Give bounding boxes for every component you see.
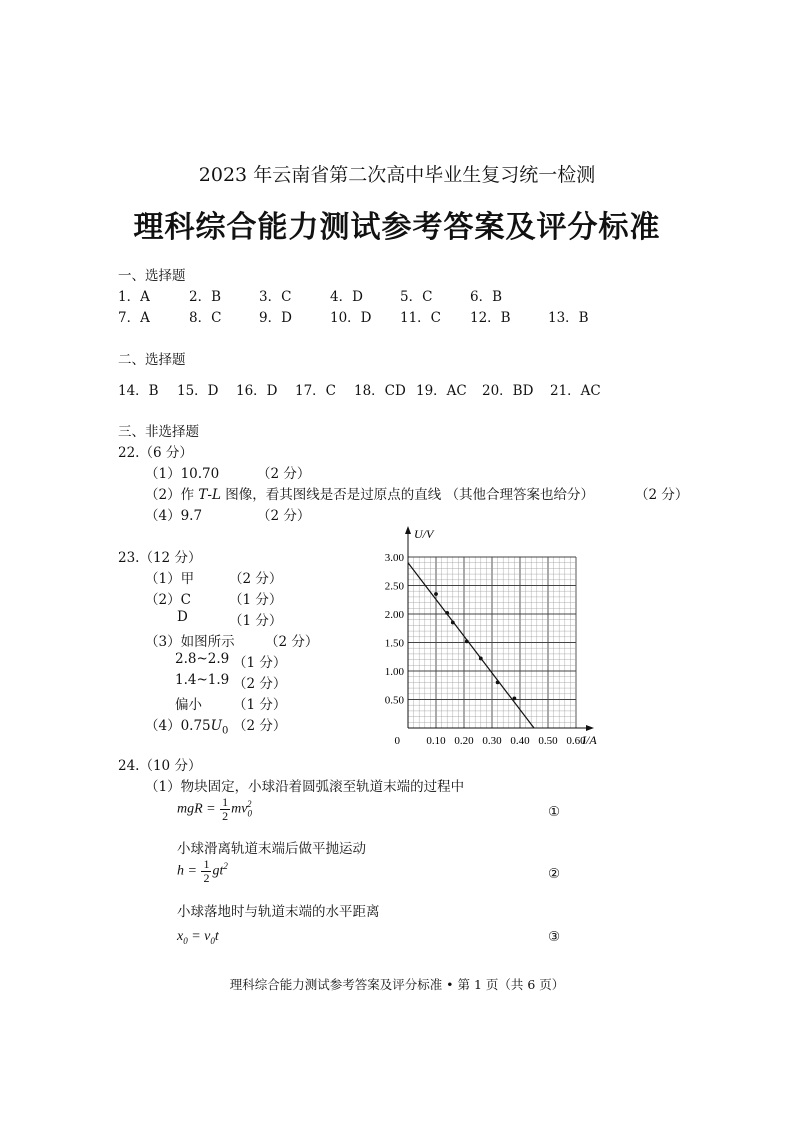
q24-label: 24.（10 分） bbox=[118, 758, 202, 774]
q23-score: （2 分） bbox=[233, 676, 287, 692]
answer-item: 20．BD bbox=[482, 383, 534, 399]
q23-score: （2 分） bbox=[233, 718, 287, 734]
q22-answer-1: （1）10.70 bbox=[145, 466, 220, 482]
q22-line-3 bbox=[145, 504, 311, 524]
q23-score: （2 分） bbox=[265, 634, 319, 650]
x-tick-label: 0.20 bbox=[454, 735, 474, 745]
y-tick-label: 0.50 bbox=[384, 694, 404, 707]
answer-item: 3．C bbox=[259, 289, 292, 305]
y-axis-label: U/V bbox=[414, 527, 434, 541]
answer-item: 18．CD bbox=[354, 383, 406, 399]
answer-item: 8．C bbox=[189, 310, 222, 326]
data-point bbox=[465, 639, 469, 643]
u-i-graph bbox=[370, 520, 600, 745]
subscript: 0 bbox=[222, 725, 229, 737]
eq2-rhs: gt bbox=[212, 863, 224, 879]
q23-line bbox=[145, 588, 283, 608]
q23-line bbox=[145, 630, 319, 650]
eq1-rhs: mv bbox=[231, 801, 248, 817]
eq2-lhs: h = bbox=[177, 863, 197, 879]
q23-score: （2 分） bbox=[229, 571, 283, 587]
q24-text-3: 小球落地时与轨道末端的水平距离 bbox=[177, 904, 380, 920]
q23-line-8 bbox=[145, 714, 287, 737]
answer-item: 17．C bbox=[295, 383, 337, 399]
q22-answer-2-text: 图像，看其图线是否是过原点的直线 （其他合理答案也给分） bbox=[225, 487, 595, 503]
data-point bbox=[451, 621, 455, 625]
eq3-mid: = v bbox=[187, 929, 211, 944]
q22-label: 22.（6 分） bbox=[118, 445, 193, 461]
equation-3 bbox=[177, 929, 219, 946]
origin-label: 0 bbox=[394, 735, 400, 745]
answer-item: 12．B bbox=[470, 310, 511, 326]
data-point bbox=[445, 611, 449, 615]
denominator: 2 bbox=[203, 871, 210, 885]
var-T: T bbox=[198, 487, 208, 503]
x-tick-label: 0.40 bbox=[510, 735, 530, 745]
numerator: 1 bbox=[222, 795, 229, 809]
subscript: 0 bbox=[210, 935, 215, 946]
x-tick-label: 0.60 bbox=[566, 735, 586, 745]
equation-2 bbox=[177, 858, 228, 885]
denominator: 2 bbox=[222, 809, 229, 823]
q23-answer: 偏小 bbox=[175, 697, 202, 713]
fraction bbox=[201, 858, 211, 885]
answer-item: 7．A bbox=[118, 310, 150, 326]
q23-answer: （4）0.75 bbox=[145, 718, 211, 734]
q23-answer: 2.8~2.9 bbox=[175, 651, 230, 667]
y-axis-arrow bbox=[405, 526, 411, 534]
data-point bbox=[496, 681, 500, 685]
eq1-lhs: mgR = bbox=[177, 801, 216, 817]
y-tick-label: 3.00 bbox=[384, 552, 404, 564]
q23-score: （1 分） bbox=[233, 697, 287, 713]
eq-tag-1: ① bbox=[548, 804, 561, 820]
y-tick-label: 1.00 bbox=[384, 666, 404, 678]
q23-answer: （1）甲 bbox=[145, 571, 195, 587]
q23-answer: （2）C bbox=[145, 592, 191, 608]
eq3-lhs: x bbox=[177, 929, 184, 944]
answer-item: 15．D bbox=[177, 383, 219, 399]
section3-heading: 三、非选择题 bbox=[118, 424, 199, 440]
q22-score-1: （2 分） bbox=[257, 466, 311, 482]
section1-heading: 一、选择题 bbox=[118, 268, 186, 284]
x-tick-label: 0.30 bbox=[482, 735, 502, 745]
q23-score: （1 分） bbox=[229, 592, 283, 608]
answer-item: 19．AC bbox=[416, 383, 467, 399]
exam-subtitle: 2023 年云南省第二次高中毕业生复习统一检测 bbox=[198, 164, 596, 186]
answer-item: 16．D bbox=[236, 383, 278, 399]
answer-item: 2．B bbox=[189, 289, 222, 305]
var-L: L bbox=[211, 487, 221, 503]
fraction bbox=[220, 796, 230, 823]
answer-item: 21．AC bbox=[550, 383, 601, 399]
q23-score: （1 分） bbox=[233, 655, 287, 671]
x-tick-label: 0.50 bbox=[538, 735, 558, 745]
q23-answer: （3）如图所示 bbox=[145, 634, 235, 650]
eq-tag-3: ③ bbox=[548, 929, 561, 945]
y-tick-label: 2.50 bbox=[384, 580, 404, 593]
q22-line-1 bbox=[145, 462, 311, 482]
q24-text-2: 小球滑离轨道末端后做平抛运动 bbox=[177, 841, 366, 857]
answer-item: 11．C bbox=[400, 310, 442, 326]
equation-1 bbox=[177, 796, 251, 823]
x-axis-label: I/A bbox=[582, 733, 597, 745]
superscript: 2 bbox=[223, 861, 228, 872]
answer-item: 13．B bbox=[548, 310, 589, 326]
section2-heading: 二、选择题 bbox=[118, 352, 186, 368]
q22-answer-3: （4）9.7 bbox=[145, 508, 203, 524]
data-point bbox=[479, 657, 483, 661]
numerator: 1 bbox=[203, 857, 210, 871]
q23-answer: 1.4~1.9 bbox=[175, 672, 230, 688]
q22-line-2 bbox=[145, 483, 689, 503]
q22-answer-2: （2）作 bbox=[145, 487, 195, 503]
answer-item: 14．B bbox=[118, 383, 159, 399]
q23-answer: D bbox=[177, 609, 188, 625]
q23-line bbox=[145, 567, 283, 587]
eq3-rhs: t bbox=[214, 929, 219, 944]
answer-item: 1．A bbox=[118, 289, 150, 305]
y-tick-label: 1.50 bbox=[384, 637, 404, 650]
answer-item: 5．C bbox=[400, 289, 433, 305]
eq-tag-2: ② bbox=[548, 866, 561, 882]
data-point bbox=[434, 592, 438, 596]
answer-item: 10．D bbox=[330, 310, 372, 326]
var-U: U bbox=[210, 718, 223, 734]
subscript: 0 bbox=[247, 808, 252, 819]
q22-score-2: （2 分） bbox=[635, 487, 689, 503]
q22-score-3: （2 分） bbox=[257, 508, 311, 524]
subscript: 0 bbox=[183, 935, 188, 946]
page-footer: 理科综合能力测试参考答案及评分标准 • 第 1 页（共 6 页） bbox=[229, 977, 565, 992]
x-tick-label: 0.10 bbox=[426, 735, 446, 745]
fit-line bbox=[408, 563, 534, 728]
answer-item: 4．D bbox=[330, 289, 363, 305]
x-axis-arrow bbox=[586, 725, 594, 731]
dash: - bbox=[207, 487, 212, 503]
answer-item: 6．B bbox=[470, 289, 503, 305]
page-title: 理科综合能力测试参考答案及评分标准 bbox=[133, 210, 661, 245]
y-tick-label: 2.00 bbox=[384, 609, 404, 621]
superscript: 2 bbox=[246, 799, 252, 810]
answer-item: 9．D bbox=[259, 310, 292, 326]
data-point bbox=[513, 696, 517, 700]
q23-score: （1 分） bbox=[229, 613, 283, 629]
q23-label: 23.（12 分） bbox=[118, 550, 202, 566]
q24-intro: （1）物块固定，小球沿着圆弧滚至轨道末端的过程中 bbox=[145, 779, 465, 795]
